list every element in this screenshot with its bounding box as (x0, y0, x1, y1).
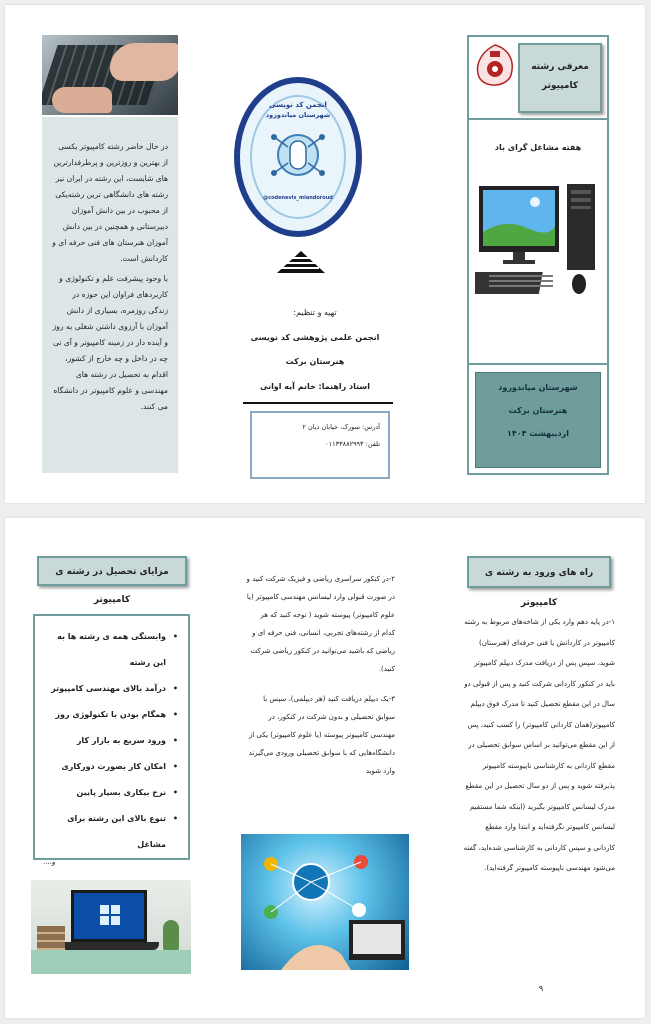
intro-paragraph-1: در حال حاضر رشته کامپیوتر یکسی از بهترین و روزترین و پرطرفدارترین های شایست، این رشته در ایران نیز رشته های دانشگاهی ترین رشته‌یکی از محبوب در بین دانش آموزان دبیرستانی و همچنین در بین دانش آموزان هنرستان های فنی حرفه ای و کاردانش است. (52, 142, 168, 263)
greeting-text: هفته مشاغل گرای باد (494, 143, 582, 152)
logo-title: انجمن کد نویسی (269, 101, 327, 109)
plant-pot (163, 920, 179, 950)
cover-title-line1: معرفی رشته (531, 62, 589, 72)
hand-shape (110, 43, 178, 81)
desk-surface (31, 950, 191, 974)
books-stack (37, 926, 65, 950)
advisor-name: استاد راهنما: خانم آیه اوانی (259, 382, 371, 391)
logo-handle: @codenevis_miandoroud (263, 195, 333, 201)
brochure-page-front (5, 5, 645, 503)
advantage-item: • تنوع بالای این رشته برای مشاغل (43, 806, 178, 858)
intro-paragraph-2: با وجود پیشرفت علم و تکنولوژی و کاربردهای فراوان این حوزه در زندگی روزمره، بسیاری از دانش آموزان با آرزوی داشتن شغلی به روز و آینده دار در زمینه کامپیوتر و آی تی چه در داخل و چه خارج از کشور، اقدام به تحصیل در رشته های مهندسی و علوم کامپیوتر در دانشگاه می کنند. (52, 274, 168, 411)
cover-divider-top (467, 118, 609, 120)
advantages-list-box (33, 614, 190, 866)
entry-method-3: ۳-یک دیپلم دریافت کنید (هر دیپلمی)، سپس با سوابق تحصیلی و بدون شرکت در کنکور، در مهندسی کامپیوتر پیوسته (یا علوم کامپیوتر) یکی از دانشگاه‌هایی که با سوابق تحصیلی ورودی می‌گیرند وارد شوید (248, 695, 395, 775)
school-info-box (475, 372, 601, 468)
prepared-by-label: تهیه و تنظیم: (293, 308, 337, 317)
cover-title-box (518, 43, 602, 113)
entry-methods-continued (245, 570, 395, 780)
laptop-photo (31, 880, 191, 974)
entry-method-2: ۲-در کنکور سراسری ریاضی و فیزیک شرکت کنید و در صورت قبولی وارد لیسانس مهندسی کامپیوتر (یا علوم کامپیوتر) پیوسته شوید ( توجه کنید که هر کدام از رشته‌های تجربی، انسانی، فنی حرفه ای و ریاضی که باشید می‌توانید در کنکور ریاضی شرکت کنید). (246, 575, 395, 673)
keyboard-photo (42, 35, 178, 115)
hand-shape-left (52, 87, 112, 113)
tech-icons-graphic (241, 834, 409, 970)
laptop-base (61, 942, 159, 950)
advantage-item: • درآمد بالای مهندسی کامپیوتر (43, 676, 178, 702)
pyramid-logo-icon (277, 251, 325, 273)
cover-title-line2: کامپیوتر (541, 81, 579, 91)
entry-methods-title: راه های ورود به رشته ی کامپیوتر (467, 556, 611, 588)
brochure-page-back (5, 518, 645, 1018)
advantages-ellipsis: و.... (43, 858, 56, 866)
contact-box (250, 411, 390, 479)
advantage-item: • وابستگی همه ی رشته ها به این رشته (43, 624, 178, 676)
school-city: شهرستان میاندورود (498, 383, 578, 392)
logo-subtitle: شهرستان میاندورود (265, 111, 331, 119)
address-text: آدرس: سورک، خیابان دیان ۲ (302, 423, 380, 431)
entry-method-1: ۱-در پایه دهم وارد یکی از شاخه‌های مربوط به رشته کامپیوتر در کاردانش یا فنی حرفه‌ای (هنرستان) شوید، سپس پس از دریافت مدرک دیپلم کامپیوتر باید در کنکور کاردانی شرکت کنید و پس از قبولی دو سال در این مقطع تحصیل کنید تا مدرک فوق دیپلم کامپیوتر(همان کاردانی کامپیوتر) را کسب کنید، پس از این مقطع می‌توانید بر اساس سوابق تحصیلی در مقطع کاردانی به کارشناسی ناپیوسته کامپیوتر پذیرفته شوید و پس از دو سال تحصیل در این مقطع مدرک لیسانس کامپیوتر بگیرید (اینکه شما مستقیم لیسانس کامپیوتر نگرفته‌اید و ابتدا وارد مقطع کاردانی و سپس کاردانی به کارشناسی شده‌اید، گفته می‌شود مهندسی ناپیوسته کامپیوتر گرفته‌اید). (463, 618, 615, 872)
school-name: هنرستان برکت (508, 406, 568, 415)
laptop-screen (71, 890, 147, 942)
advantage-item: • نرخ بیکاری بسیار پایین (43, 780, 178, 806)
advantages-title: مزایای تحصیل در رشته ی کامپیوتر (37, 556, 187, 586)
cover-divider-bottom (467, 363, 609, 365)
advantages-list (43, 624, 178, 858)
advantage-item: • امکان کار بصورت دورکاری (43, 754, 178, 780)
intro-text-panel (42, 117, 178, 473)
credit-divider (243, 402, 393, 404)
desktop-computer-illustration (475, 180, 601, 310)
association-logo (234, 77, 362, 237)
advantage-item: • همگام بودن با تکنولوژی روز (43, 702, 178, 728)
school-name-credit: هنرستان برکت (285, 357, 345, 366)
association-name: انجمن علمی پژوهشی کد نویسی (250, 333, 380, 342)
windows-logo-icon (74, 893, 144, 939)
phone-text: تلفن: ۰۱۱۳۳۸۸۲۹۹۳ (325, 440, 380, 448)
logo-network-graphic (270, 127, 326, 183)
school-emblem (473, 43, 517, 91)
page-number: ۹ (538, 984, 544, 993)
advantage-item: • ورود سریع به بازار کار (43, 728, 178, 754)
technology-photo (241, 834, 409, 970)
brochure-date: اردیبهشت ۱۴۰۴ (507, 429, 569, 438)
